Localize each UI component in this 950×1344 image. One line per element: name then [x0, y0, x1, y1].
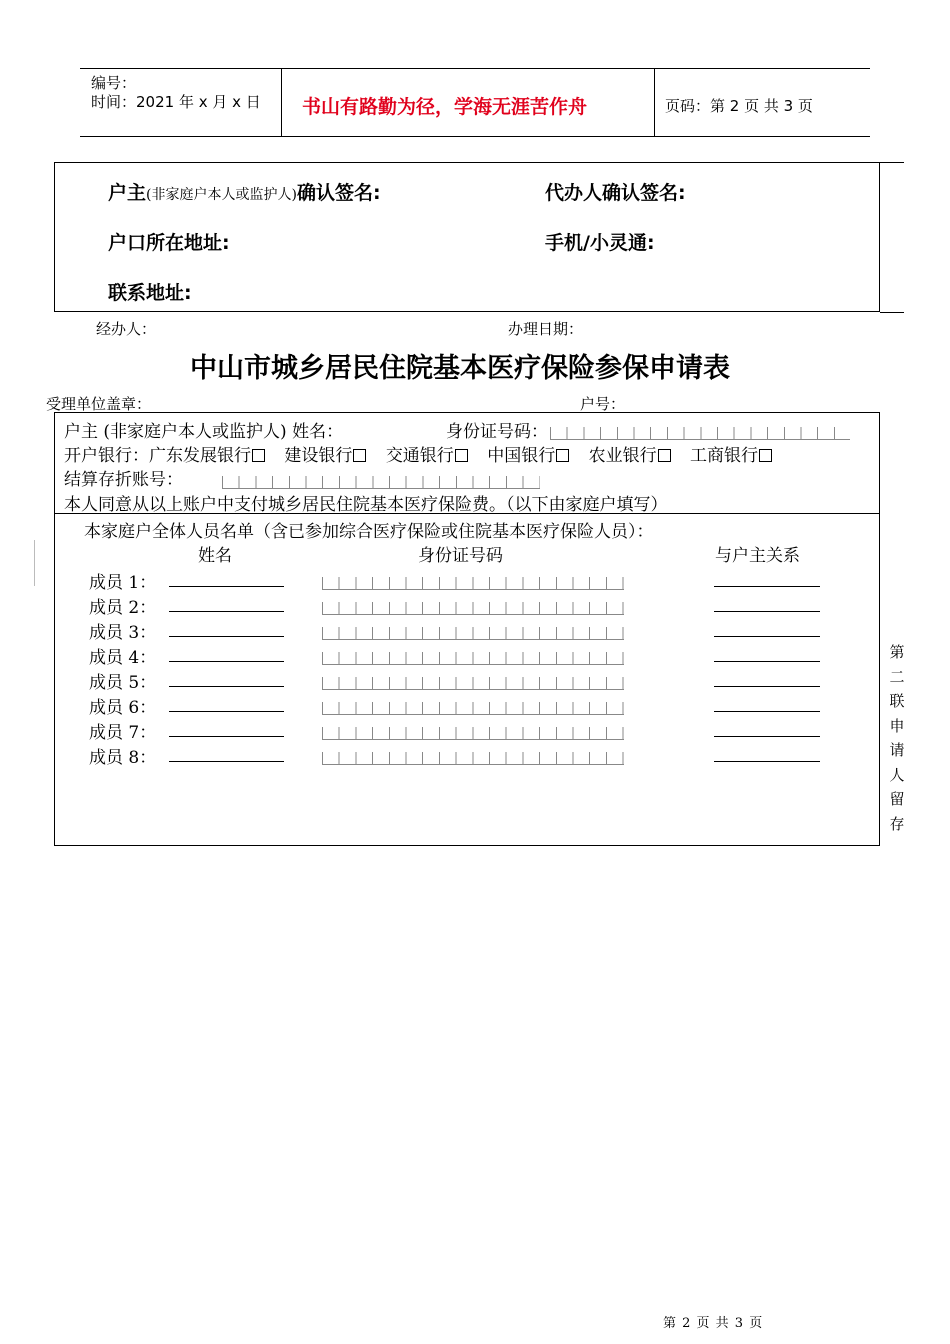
member-label: 成员 4： [89, 648, 157, 668]
member-id-cells[interactable] [322, 652, 624, 665]
member-label: 成员 5： [89, 673, 157, 693]
member-name-field[interactable] [169, 586, 284, 587]
member-label: 成员 8： [89, 748, 157, 768]
member-id-cells[interactable] [322, 577, 624, 590]
form-title: 中山市城乡居民住院基本医疗保险参保申请表 [190, 353, 730, 384]
bank-checkbox[interactable] [556, 449, 569, 462]
bank-checkbox[interactable] [353, 449, 366, 462]
id-number-label: 身份证号码： [446, 422, 548, 442]
bank-checkbox[interactable] [455, 449, 468, 462]
member-id-cells[interactable] [322, 752, 624, 765]
member-label: 成员 6： [89, 698, 157, 718]
member-relation-field[interactable] [714, 586, 820, 587]
side-note-char: 存 [889, 814, 905, 833]
owner-sign-prefix: 户主 [108, 182, 147, 204]
member-relation-field[interactable] [714, 686, 820, 687]
stamp-label: 受理单位盖章： [46, 395, 152, 413]
contact-address-label: 联系地址: [108, 282, 192, 304]
members-heading: 本家庭户全体人员名单（含已参加综合医疗保险或住院基本医疗保险人员）： [84, 522, 654, 542]
col-id-header: 身份证号码 [418, 546, 503, 566]
margin-mark [34, 540, 35, 586]
header-top-rule [80, 68, 870, 69]
time-label: 时间：2021 年 x 月 x 日 [91, 93, 261, 111]
handler-label: 经办人： [96, 320, 157, 338]
agent-sign-label: 代办人确认签名: [545, 182, 686, 204]
side-note [887, 640, 907, 836]
member-label: 成员 3： [89, 623, 157, 643]
consent-text: 本人同意从以上账户中支付城乡居民住院基本医疗保险费。（以下由家庭户填写） [64, 495, 668, 515]
bank-option-label: 中国银行 [487, 446, 556, 466]
side-note-char: 留 [889, 790, 905, 808]
page-label: 页码：第 2 页 共 3 页 [665, 97, 813, 115]
motto: 书山有路勤为径，学海无涯苦作舟 [302, 96, 588, 118]
owner-sign-label [108, 178, 381, 205]
member-id-cells[interactable] [322, 627, 624, 640]
hukou-address-label: 户口所在地址: [108, 232, 230, 254]
member-name-field[interactable] [169, 736, 284, 737]
bank-option-label: 农业银行 [588, 446, 657, 466]
account-number-cells[interactable] [222, 476, 540, 489]
member-relation-field[interactable] [714, 736, 820, 737]
member-label: 成员 1： [89, 573, 157, 593]
owner-sign-suffix: 确认签名: [296, 182, 381, 204]
member-id-cells[interactable] [322, 727, 624, 740]
member-id-cells[interactable] [322, 602, 624, 615]
side-note-char: 二 [889, 667, 905, 686]
bank-option-label: 工商银行 [690, 446, 759, 466]
id-number-cells[interactable] [550, 427, 850, 440]
member-name-field[interactable] [169, 711, 284, 712]
member-name-field[interactable] [169, 611, 284, 612]
header-divider [281, 68, 282, 136]
side-note-char: 申 [889, 716, 905, 735]
side-note-char: 第 [889, 643, 905, 661]
bank-option-label: 建设银行 [284, 446, 353, 466]
side-note-char: 联 [889, 692, 905, 710]
member-relation-field[interactable] [714, 611, 820, 612]
col-name-header: 姓名 [198, 546, 232, 566]
member-label: 成员 7： [89, 723, 157, 743]
owner-name-label: 户主 (非家庭户本人或监护人) 姓名： [64, 422, 344, 442]
bank-checkbox[interactable] [658, 449, 671, 462]
col-relation-header: 与户主关系 [715, 546, 800, 566]
bank-checkbox[interactable] [252, 449, 265, 462]
member-relation-field[interactable] [714, 711, 820, 712]
member-id-cells[interactable] [322, 677, 624, 690]
number-label: 编号： [91, 74, 137, 92]
member-relation-field[interactable] [714, 761, 820, 762]
member-label: 成员 2： [89, 598, 157, 618]
header-bottom-rule [80, 136, 870, 137]
owner-sign-note: (非家庭户本人或监护人) [146, 187, 297, 203]
bank-option-label: 交通银行 [385, 446, 454, 466]
box-edge-rule [880, 312, 904, 313]
household-no-label: 户号： [580, 395, 626, 413]
box-edge-rule [880, 162, 904, 163]
member-id-cells[interactable] [322, 702, 624, 715]
member-relation-field[interactable] [714, 661, 820, 662]
bank-checkbox[interactable] [759, 449, 772, 462]
member-name-field[interactable] [169, 761, 284, 762]
member-relation-field[interactable] [714, 636, 820, 637]
phone-label: 手机/小灵通: [545, 232, 655, 254]
date-label: 办理日期： [508, 320, 584, 338]
side-note-char: 请 [889, 741, 905, 759]
bank-label: 开户银行： [64, 446, 149, 466]
side-note-char: 人 [889, 765, 905, 784]
bank-option-label: 广东发展银行 [149, 446, 251, 466]
member-name-field[interactable] [169, 686, 284, 687]
member-name-field[interactable] [169, 636, 284, 637]
member-name-field[interactable] [169, 661, 284, 662]
bank-row [64, 441, 772, 466]
header-divider [654, 68, 655, 136]
account-label: 结算存折账号： [64, 470, 183, 490]
page-footer: 第 2 页 共 3 页 [663, 1316, 764, 1331]
